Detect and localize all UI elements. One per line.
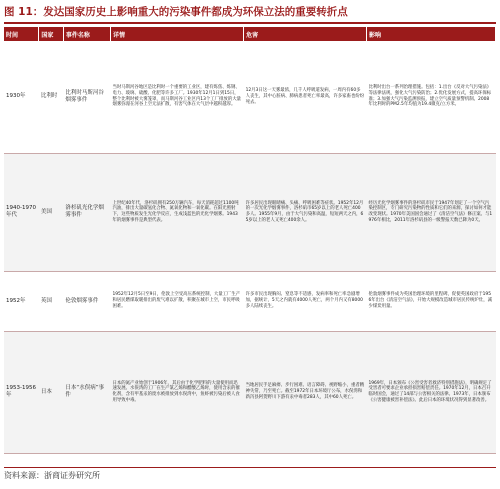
table-row: [4, 271, 496, 331]
cell-effect: 经历光化学烟雾事件的洛杉矶市民于1947年划定了一个空气污染控制区，专门研究污染物的性质和它们的来源，探讨如何才能改变现状。1970年美国国会通过了《清洁空气法》修正案。与1976年相比，2011年洛杉矶县的一级警报天数已降为0天。: [366, 153, 495, 271]
cell-time: 1952年: [4, 271, 39, 331]
cell-event: 洛杉矶光化学烟雾事件: [63, 153, 110, 271]
cell-time: 1930年: [4, 41, 39, 153]
cell-harm: 许多市民出现胸闷、窒息等不适感，发病率和死亡率急剧增加，据统计，5天之内就有4000人死亡，两个月内又有8000多人陆续丧生。: [244, 271, 367, 331]
table-row: [4, 331, 496, 453]
header-effect: 影响: [366, 27, 495, 41]
cell-country: 比利时: [39, 41, 64, 153]
cell-country: 日本: [39, 331, 64, 453]
cell-effect: 1969年，日本颁布《公害受害者救济特别措施法》，明确规定了受害者可要求企业承担损害赔偿责任。1970年12月，日本召开临时国会，通过了14部与公害相关的法律。1973年，日本颁布《公害健康被害补偿法》。此后日本的环境状况得到显著改善。: [366, 331, 495, 453]
table-row: [4, 153, 496, 271]
footer-divider: [4, 467, 496, 468]
cell-harm: 12月3日这一天雾最浓，几千人呼吸道发病，一周内有60多人丧生，其中心脏病、肺病患者死亡率最高，许多家畜也纷纷死去。: [244, 41, 367, 153]
cell-event: 日本“水俣病”事件: [63, 331, 110, 453]
cell-country: 英国: [39, 271, 64, 331]
table-row: [4, 41, 496, 153]
source-note: 资料来源：浙商证券研究所: [4, 471, 100, 480]
header-country: 国家: [39, 27, 64, 41]
pollution-events-table: [4, 27, 496, 454]
cell-detail: 当时马斯河谷地区是比利时一个重要的工业区，建有炼焦、炼钢、电力、玻璃、硫酸、化肥等许多工厂。1930年12月1日到15日，整个比利时被大雾笼罩，而马斯河谷工业区内13个工厂排放的大量烟雾弥漫在河谷上空无法扩散，有害气体在大气层中越积越厚。: [110, 41, 243, 153]
cell-time: 1940-1970年代: [4, 153, 39, 271]
cell-detail: 1952年12月5日至9日，伦敦上空受高压系统控制，大量工厂生产和居民燃煤取暖排出的废气难以扩散，积聚在城市上空，市民呼吸困难。: [110, 271, 243, 331]
header-detail: 详情: [110, 27, 243, 41]
cell-time: 1953-1956年: [4, 331, 39, 453]
cell-harm: 许多居民出现眼睛痛、头痛、呼吸困难等症状。1952年12月的一次光化学烟雾事件，洛杉矶市65岁以上的老人死亡400多人。1955年9月，由于大气污染和高温，短短两天之内，65岁以上的老人又死亡400余人。: [244, 153, 367, 271]
cell-harm: 当地居民手足麻痹、步行困难、语言障碍、视野缩小，重者精神失常，乃至死亡。截至1972年日本环境厅公布，水俣湾和新泻县阿贺野川下游有汞中毒者283人，其中60人死亡。: [244, 331, 367, 453]
cell-detail: 上世纪40年代，洛杉矶拥有250万辆汽车，每天消耗超过1100吨汽油，排出大量碳氢化合物、氮氧化物和一氧化碳。在阳光照射下，这些物质发生光化学反应，生成浅蓝色的光化学烟雾。1943年的烟雾事件是典型代表。: [110, 153, 243, 271]
cell-effect: 伦敦烟雾事件成为英国治理环境的里程碑，促使英国政府于1956年出台《清洁空气法》，开始大规模改造城市居民传统炉灶，减少煤炭用量。: [366, 271, 495, 331]
cell-event: 比利时马斯河谷烟雾事件: [63, 41, 110, 153]
cell-detail: 日本的氮产业始创于1906年，其后由于化学肥料的大量使用而迅速发展。水俣湾的工厂在生产氯乙烯和醋酸乙烯时，使用含汞的催化剂，含有甲基汞的废水被排放到水俣湾中，鱼虾被污染后被人食用导致中毒。: [110, 331, 243, 453]
title-divider: [4, 22, 496, 24]
header-harm: 危害: [244, 27, 367, 41]
header-time: 时间: [4, 27, 39, 41]
figure-title: 图 11：发达国家历史上影响重大的污染事件都成为环保立法的重要转折点: [4, 6, 348, 18]
cell-event: 伦敦烟雾事件: [63, 271, 110, 331]
table-header-row: [4, 27, 496, 41]
cell-country: 美国: [39, 153, 64, 271]
header-event: 事件名称: [63, 27, 110, 41]
cell-effect: 比利时出台一系列治理措施。包括：1.出台《反对大气污染法》等法律法规，强化大气污染防治；2.优化发展方式，提高环保标准；3.加强大气污染监测预报，建立空气质量预警机制。2008年比利时的PM2.5年均值为19.4微克/立方米。: [366, 41, 495, 153]
